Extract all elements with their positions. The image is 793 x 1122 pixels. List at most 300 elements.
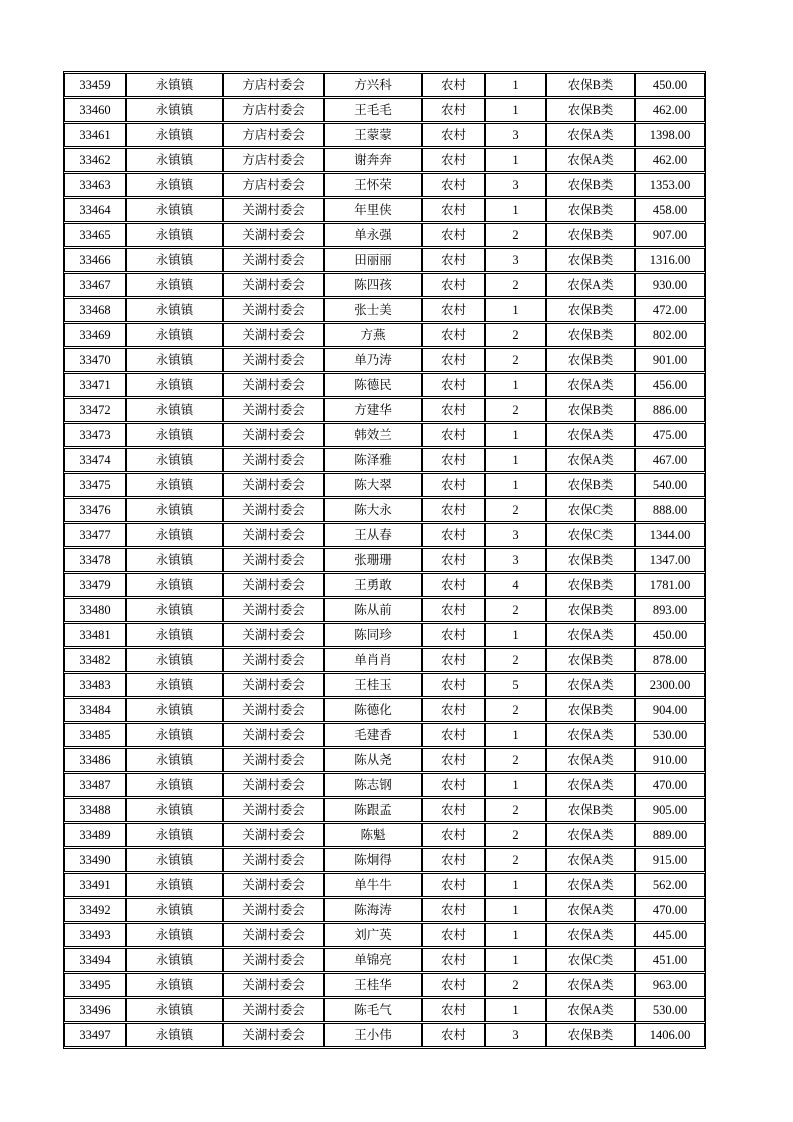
cell-village-committee: 关湖村委会 bbox=[223, 223, 324, 247]
cell-residence-type: 农村 bbox=[422, 423, 485, 447]
cell-residence-type: 农村 bbox=[422, 248, 485, 272]
cell-residence-type: 农村 bbox=[422, 473, 485, 497]
cell-village-committee: 关湖村委会 bbox=[223, 998, 324, 1022]
cell-residence-type: 农村 bbox=[422, 223, 485, 247]
cell-insurance-category: 农保A类 bbox=[546, 923, 635, 947]
cell-person-count: 1 bbox=[485, 898, 546, 922]
table-row bbox=[64, 523, 705, 547]
cell-record-id: 33476 bbox=[64, 498, 126, 522]
cell-person-name: 陈四孩 bbox=[324, 273, 422, 297]
cell-town: 永镇镇 bbox=[126, 748, 223, 772]
cell-town: 永镇镇 bbox=[126, 673, 223, 697]
cell-insurance-category: 农保A类 bbox=[546, 998, 635, 1022]
cell-insurance-category: 农保A类 bbox=[546, 973, 635, 997]
cell-record-id: 33492 bbox=[64, 898, 126, 922]
table-row bbox=[64, 598, 705, 622]
cell-amount: 2300.00 bbox=[635, 673, 705, 697]
cell-record-id: 33483 bbox=[64, 673, 126, 697]
cell-person-name: 方兴科 bbox=[324, 73, 422, 97]
cell-record-id: 33467 bbox=[64, 273, 126, 297]
cell-insurance-category: 农保C类 bbox=[546, 498, 635, 522]
cell-record-id: 33466 bbox=[64, 248, 126, 272]
cell-person-count: 2 bbox=[485, 498, 546, 522]
cell-person-name: 方燕 bbox=[324, 323, 422, 347]
cell-person-name: 韩效兰 bbox=[324, 423, 422, 447]
cell-insurance-category: 农保B类 bbox=[546, 73, 635, 97]
cell-town: 永镇镇 bbox=[126, 723, 223, 747]
cell-person-name: 张珊珊 bbox=[324, 548, 422, 572]
cell-insurance-category: 农保C类 bbox=[546, 948, 635, 972]
cell-insurance-category: 农保A类 bbox=[546, 273, 635, 297]
cell-town: 永镇镇 bbox=[126, 848, 223, 872]
cell-person-count: 1 bbox=[485, 423, 546, 447]
cell-residence-type: 农村 bbox=[422, 648, 485, 672]
cell-record-id: 33493 bbox=[64, 923, 126, 947]
cell-person-count: 3 bbox=[485, 123, 546, 147]
cell-person-name: 王小伟 bbox=[324, 1023, 422, 1047]
cell-person-count: 1 bbox=[485, 923, 546, 947]
cell-town: 永镇镇 bbox=[126, 73, 223, 97]
cell-record-id: 33470 bbox=[64, 348, 126, 372]
table-row bbox=[64, 973, 705, 997]
cell-person-count: 1 bbox=[485, 773, 546, 797]
table-row bbox=[64, 548, 705, 572]
cell-village-committee: 关湖村委会 bbox=[223, 823, 324, 847]
cell-town: 永镇镇 bbox=[126, 548, 223, 572]
cell-person-name: 王桂玉 bbox=[324, 673, 422, 697]
cell-record-id: 33462 bbox=[64, 148, 126, 172]
table-row bbox=[64, 323, 705, 347]
cell-person-count: 1 bbox=[485, 148, 546, 172]
cell-village-committee: 关湖村委会 bbox=[223, 648, 324, 672]
cell-person-name: 方建华 bbox=[324, 398, 422, 422]
cell-person-name: 单肖肖 bbox=[324, 648, 422, 672]
cell-insurance-category: 农保A类 bbox=[546, 748, 635, 772]
cell-residence-type: 农村 bbox=[422, 723, 485, 747]
cell-record-id: 33489 bbox=[64, 823, 126, 847]
cell-amount: 445.00 bbox=[635, 923, 705, 947]
table-row bbox=[64, 698, 705, 722]
cell-record-id: 33486 bbox=[64, 748, 126, 772]
cell-person-count: 4 bbox=[485, 573, 546, 597]
cell-village-committee: 关湖村委会 bbox=[223, 973, 324, 997]
cell-insurance-category: 农保B类 bbox=[546, 198, 635, 222]
cell-record-id: 33468 bbox=[64, 298, 126, 322]
cell-village-committee: 关湖村委会 bbox=[223, 598, 324, 622]
cell-amount: 963.00 bbox=[635, 973, 705, 997]
cell-insurance-category: 农保B类 bbox=[546, 698, 635, 722]
cell-record-id: 33497 bbox=[64, 1023, 126, 1047]
cell-person-name: 陈毛气 bbox=[324, 998, 422, 1022]
cell-insurance-category: 农保B类 bbox=[546, 173, 635, 197]
cell-residence-type: 农村 bbox=[422, 198, 485, 222]
cell-person-count: 1 bbox=[485, 198, 546, 222]
cell-person-count: 1 bbox=[485, 873, 546, 897]
cell-town: 永镇镇 bbox=[126, 323, 223, 347]
cell-amount: 905.00 bbox=[635, 798, 705, 822]
cell-insurance-category: 农保B类 bbox=[546, 398, 635, 422]
cell-record-id: 33482 bbox=[64, 648, 126, 672]
cell-village-committee: 方店村委会 bbox=[223, 123, 324, 147]
table-row bbox=[64, 648, 705, 672]
table-row bbox=[64, 798, 705, 822]
table-body bbox=[64, 73, 705, 1047]
cell-person-name: 单乃涛 bbox=[324, 348, 422, 372]
cell-record-id: 33472 bbox=[64, 398, 126, 422]
cell-town: 永镇镇 bbox=[126, 98, 223, 122]
table-row bbox=[64, 1023, 705, 1047]
cell-person-count: 3 bbox=[485, 1023, 546, 1047]
cell-residence-type: 农村 bbox=[422, 798, 485, 822]
cell-residence-type: 农村 bbox=[422, 848, 485, 872]
cell-person-name: 田丽丽 bbox=[324, 248, 422, 272]
cell-insurance-category: 农保A类 bbox=[546, 423, 635, 447]
cell-person-count: 2 bbox=[485, 848, 546, 872]
cell-person-name: 陈大翠 bbox=[324, 473, 422, 497]
cell-person-name: 陈泽雅 bbox=[324, 448, 422, 472]
table-row bbox=[64, 398, 705, 422]
cell-amount: 462.00 bbox=[635, 148, 705, 172]
cell-person-name: 陈大永 bbox=[324, 498, 422, 522]
cell-village-committee: 关湖村委会 bbox=[223, 398, 324, 422]
cell-amount: 470.00 bbox=[635, 898, 705, 922]
cell-amount: 901.00 bbox=[635, 348, 705, 372]
cell-person-count: 2 bbox=[485, 223, 546, 247]
cell-amount: 907.00 bbox=[635, 223, 705, 247]
cell-village-committee: 关湖村委会 bbox=[223, 198, 324, 222]
cell-residence-type: 农村 bbox=[422, 748, 485, 772]
cell-town: 永镇镇 bbox=[126, 623, 223, 647]
cell-village-committee: 关湖村委会 bbox=[223, 323, 324, 347]
cell-person-count: 1 bbox=[485, 723, 546, 747]
cell-person-name: 年里侠 bbox=[324, 198, 422, 222]
cell-amount: 472.00 bbox=[635, 298, 705, 322]
cell-town: 永镇镇 bbox=[126, 248, 223, 272]
cell-person-count: 2 bbox=[485, 698, 546, 722]
cell-person-name: 陈德化 bbox=[324, 698, 422, 722]
cell-residence-type: 农村 bbox=[422, 273, 485, 297]
cell-village-committee: 方店村委会 bbox=[223, 98, 324, 122]
table-row bbox=[64, 848, 705, 872]
cell-town: 永镇镇 bbox=[126, 773, 223, 797]
table-row bbox=[64, 348, 705, 372]
cell-town: 永镇镇 bbox=[126, 873, 223, 897]
cell-town: 永镇镇 bbox=[126, 998, 223, 1022]
cell-amount: 467.00 bbox=[635, 448, 705, 472]
cell-insurance-category: 农保B类 bbox=[546, 548, 635, 572]
cell-amount: 470.00 bbox=[635, 773, 705, 797]
cell-residence-type: 农村 bbox=[422, 1023, 485, 1047]
cell-insurance-category: 农保B类 bbox=[546, 248, 635, 272]
cell-amount: 1347.00 bbox=[635, 548, 705, 572]
cell-person-name: 陈海涛 bbox=[324, 898, 422, 922]
cell-person-name: 王勇敢 bbox=[324, 573, 422, 597]
cell-insurance-category: 农保A类 bbox=[546, 448, 635, 472]
table-row bbox=[64, 298, 705, 322]
cell-village-committee: 关湖村委会 bbox=[223, 548, 324, 572]
cell-record-id: 33495 bbox=[64, 973, 126, 997]
cell-person-count: 1 bbox=[485, 448, 546, 472]
cell-amount: 893.00 bbox=[635, 598, 705, 622]
cell-person-count: 1 bbox=[485, 998, 546, 1022]
cell-person-name: 谢奔奔 bbox=[324, 148, 422, 172]
cell-record-id: 33474 bbox=[64, 448, 126, 472]
cell-person-name: 陈炯得 bbox=[324, 848, 422, 872]
table-row bbox=[64, 623, 705, 647]
cell-record-id: 33484 bbox=[64, 698, 126, 722]
table-row bbox=[64, 173, 705, 197]
table-row bbox=[64, 98, 705, 122]
cell-insurance-category: 农保A类 bbox=[546, 773, 635, 797]
table-row bbox=[64, 273, 705, 297]
cell-town: 永镇镇 bbox=[126, 523, 223, 547]
cell-person-name: 毛建香 bbox=[324, 723, 422, 747]
cell-person-name: 刘广英 bbox=[324, 923, 422, 947]
cell-town: 永镇镇 bbox=[126, 948, 223, 972]
cell-amount: 530.00 bbox=[635, 998, 705, 1022]
cell-person-count: 1 bbox=[485, 298, 546, 322]
cell-person-count: 1 bbox=[485, 73, 546, 97]
cell-village-committee: 方店村委会 bbox=[223, 73, 324, 97]
table-row bbox=[64, 448, 705, 472]
cell-person-count: 5 bbox=[485, 673, 546, 697]
cell-residence-type: 农村 bbox=[422, 298, 485, 322]
cell-residence-type: 农村 bbox=[422, 448, 485, 472]
cell-village-committee: 关湖村委会 bbox=[223, 773, 324, 797]
cell-record-id: 33494 bbox=[64, 948, 126, 972]
cell-person-name: 陈德民 bbox=[324, 373, 422, 397]
cell-residence-type: 农村 bbox=[422, 973, 485, 997]
cell-residence-type: 农村 bbox=[422, 948, 485, 972]
cell-person-name: 王毛毛 bbox=[324, 98, 422, 122]
table-row bbox=[64, 148, 705, 172]
cell-amount: 1781.00 bbox=[635, 573, 705, 597]
cell-record-id: 33475 bbox=[64, 473, 126, 497]
table-row bbox=[64, 773, 705, 797]
cell-person-count: 2 bbox=[485, 348, 546, 372]
cell-town: 永镇镇 bbox=[126, 298, 223, 322]
cell-village-committee: 关湖村委会 bbox=[223, 698, 324, 722]
cell-person-name: 王从春 bbox=[324, 523, 422, 547]
cell-town: 永镇镇 bbox=[126, 648, 223, 672]
cell-residence-type: 农村 bbox=[422, 898, 485, 922]
cell-town: 永镇镇 bbox=[126, 973, 223, 997]
cell-record-id: 33473 bbox=[64, 423, 126, 447]
cell-amount: 450.00 bbox=[635, 623, 705, 647]
cell-town: 永镇镇 bbox=[126, 273, 223, 297]
cell-village-committee: 关湖村委会 bbox=[223, 1023, 324, 1047]
cell-residence-type: 农村 bbox=[422, 523, 485, 547]
cell-insurance-category: 农保B类 bbox=[546, 473, 635, 497]
cell-record-id: 33478 bbox=[64, 548, 126, 572]
cell-residence-type: 农村 bbox=[422, 673, 485, 697]
cell-town: 永镇镇 bbox=[126, 923, 223, 947]
cell-insurance-category: 农保A类 bbox=[546, 723, 635, 747]
cell-record-id: 33479 bbox=[64, 573, 126, 597]
cell-village-committee: 方店村委会 bbox=[223, 173, 324, 197]
cell-amount: 910.00 bbox=[635, 748, 705, 772]
cell-person-count: 2 bbox=[485, 323, 546, 347]
cell-residence-type: 农村 bbox=[422, 823, 485, 847]
cell-village-committee: 关湖村委会 bbox=[223, 873, 324, 897]
cell-record-id: 33464 bbox=[64, 198, 126, 222]
cell-town: 永镇镇 bbox=[126, 198, 223, 222]
cell-insurance-category: 农保B类 bbox=[546, 298, 635, 322]
cell-village-committee: 关湖村委会 bbox=[223, 523, 324, 547]
cell-person-name: 陈从尧 bbox=[324, 748, 422, 772]
cell-person-name: 王怀荣 bbox=[324, 173, 422, 197]
cell-residence-type: 农村 bbox=[422, 548, 485, 572]
cell-person-name: 陈跟孟 bbox=[324, 798, 422, 822]
cell-residence-type: 农村 bbox=[422, 173, 485, 197]
cell-record-id: 33465 bbox=[64, 223, 126, 247]
cell-village-committee: 关湖村委会 bbox=[223, 248, 324, 272]
cell-village-committee: 关湖村委会 bbox=[223, 898, 324, 922]
table-row bbox=[64, 673, 705, 697]
cell-amount: 1353.00 bbox=[635, 173, 705, 197]
cell-amount: 886.00 bbox=[635, 398, 705, 422]
cell-amount: 904.00 bbox=[635, 698, 705, 722]
cell-residence-type: 农村 bbox=[422, 773, 485, 797]
cell-person-count: 1 bbox=[485, 98, 546, 122]
cell-amount: 915.00 bbox=[635, 848, 705, 872]
cell-insurance-category: 农保A类 bbox=[546, 848, 635, 872]
cell-village-committee: 方店村委会 bbox=[223, 148, 324, 172]
cell-amount: 930.00 bbox=[635, 273, 705, 297]
cell-village-committee: 关湖村委会 bbox=[223, 373, 324, 397]
cell-village-committee: 关湖村委会 bbox=[223, 273, 324, 297]
cell-insurance-category: 农保B类 bbox=[546, 1023, 635, 1047]
cell-town: 永镇镇 bbox=[126, 598, 223, 622]
cell-town: 永镇镇 bbox=[126, 173, 223, 197]
cell-record-id: 33469 bbox=[64, 323, 126, 347]
cell-insurance-category: 农保A类 bbox=[546, 673, 635, 697]
table-row bbox=[64, 948, 705, 972]
cell-insurance-category: 农保B类 bbox=[546, 348, 635, 372]
cell-village-committee: 关湖村委会 bbox=[223, 923, 324, 947]
cell-person-count: 2 bbox=[485, 973, 546, 997]
cell-person-name: 单永强 bbox=[324, 223, 422, 247]
cell-record-id: 33487 bbox=[64, 773, 126, 797]
cell-person-name: 陈志钢 bbox=[324, 773, 422, 797]
cell-person-name: 陈魁 bbox=[324, 823, 422, 847]
cell-person-count: 2 bbox=[485, 598, 546, 622]
cell-record-id: 33485 bbox=[64, 723, 126, 747]
cell-amount: 456.00 bbox=[635, 373, 705, 397]
cell-amount: 475.00 bbox=[635, 423, 705, 447]
cell-amount: 1344.00 bbox=[635, 523, 705, 547]
cell-insurance-category: 农保A类 bbox=[546, 823, 635, 847]
cell-person-count: 2 bbox=[485, 798, 546, 822]
cell-town: 永镇镇 bbox=[126, 1023, 223, 1047]
cell-insurance-category: 农保A类 bbox=[546, 898, 635, 922]
cell-record-id: 33463 bbox=[64, 173, 126, 197]
cell-record-id: 33459 bbox=[64, 73, 126, 97]
cell-town: 永镇镇 bbox=[126, 573, 223, 597]
cell-insurance-category: 农保B类 bbox=[546, 98, 635, 122]
cell-town: 永镇镇 bbox=[126, 823, 223, 847]
table-row bbox=[64, 998, 705, 1022]
cell-residence-type: 农村 bbox=[422, 148, 485, 172]
cell-amount: 562.00 bbox=[635, 873, 705, 897]
cell-insurance-category: 农保B类 bbox=[546, 598, 635, 622]
cell-residence-type: 农村 bbox=[422, 98, 485, 122]
cell-person-count: 1 bbox=[485, 473, 546, 497]
table-row bbox=[64, 373, 705, 397]
cell-town: 永镇镇 bbox=[126, 373, 223, 397]
cell-amount: 802.00 bbox=[635, 323, 705, 347]
cell-amount: 889.00 bbox=[635, 823, 705, 847]
cell-town: 永镇镇 bbox=[126, 423, 223, 447]
cell-residence-type: 农村 bbox=[422, 923, 485, 947]
table-row bbox=[64, 873, 705, 897]
cell-amount: 1406.00 bbox=[635, 1023, 705, 1047]
cell-village-committee: 关湖村委会 bbox=[223, 748, 324, 772]
cell-person-count: 3 bbox=[485, 548, 546, 572]
cell-insurance-category: 农保B类 bbox=[546, 323, 635, 347]
cell-person-count: 2 bbox=[485, 748, 546, 772]
cell-village-committee: 关湖村委会 bbox=[223, 798, 324, 822]
table-row bbox=[64, 423, 705, 447]
cell-town: 永镇镇 bbox=[126, 148, 223, 172]
cell-village-committee: 关湖村委会 bbox=[223, 573, 324, 597]
cell-record-id: 33481 bbox=[64, 623, 126, 647]
table-row bbox=[64, 823, 705, 847]
cell-person-count: 3 bbox=[485, 173, 546, 197]
cell-town: 永镇镇 bbox=[126, 498, 223, 522]
cell-record-id: 33460 bbox=[64, 98, 126, 122]
cell-record-id: 33471 bbox=[64, 373, 126, 397]
table-row bbox=[64, 723, 705, 747]
cell-person-name: 王蒙蒙 bbox=[324, 123, 422, 147]
cell-town: 永镇镇 bbox=[126, 398, 223, 422]
cell-record-id: 33461 bbox=[64, 123, 126, 147]
cell-person-count: 3 bbox=[485, 248, 546, 272]
cell-amount: 540.00 bbox=[635, 473, 705, 497]
cell-village-committee: 关湖村委会 bbox=[223, 348, 324, 372]
cell-person-name: 陈同珍 bbox=[324, 623, 422, 647]
cell-town: 永镇镇 bbox=[126, 898, 223, 922]
cell-residence-type: 农村 bbox=[422, 348, 485, 372]
cell-record-id: 33488 bbox=[64, 798, 126, 822]
cell-amount: 878.00 bbox=[635, 648, 705, 672]
table-row bbox=[64, 748, 705, 772]
cell-town: 永镇镇 bbox=[126, 798, 223, 822]
table-row bbox=[64, 198, 705, 222]
cell-residence-type: 农村 bbox=[422, 873, 485, 897]
table-row bbox=[64, 923, 705, 947]
cell-amount: 458.00 bbox=[635, 198, 705, 222]
cell-town: 永镇镇 bbox=[126, 123, 223, 147]
cell-residence-type: 农村 bbox=[422, 623, 485, 647]
cell-town: 永镇镇 bbox=[126, 448, 223, 472]
cell-village-committee: 关湖村委会 bbox=[223, 298, 324, 322]
cell-person-count: 1 bbox=[485, 948, 546, 972]
table-row bbox=[64, 498, 705, 522]
cell-person-count: 2 bbox=[485, 398, 546, 422]
cell-insurance-category: 农保B类 bbox=[546, 573, 635, 597]
cell-residence-type: 农村 bbox=[422, 573, 485, 597]
cell-village-committee: 关湖村委会 bbox=[223, 448, 324, 472]
cell-person-name: 王桂华 bbox=[324, 973, 422, 997]
cell-person-name: 单锦亮 bbox=[324, 948, 422, 972]
table-row bbox=[64, 223, 705, 247]
cell-town: 永镇镇 bbox=[126, 348, 223, 372]
cell-insurance-category: 农保B类 bbox=[546, 648, 635, 672]
cell-record-id: 33496 bbox=[64, 998, 126, 1022]
cell-person-name: 单牛牛 bbox=[324, 873, 422, 897]
table-row bbox=[64, 73, 705, 97]
